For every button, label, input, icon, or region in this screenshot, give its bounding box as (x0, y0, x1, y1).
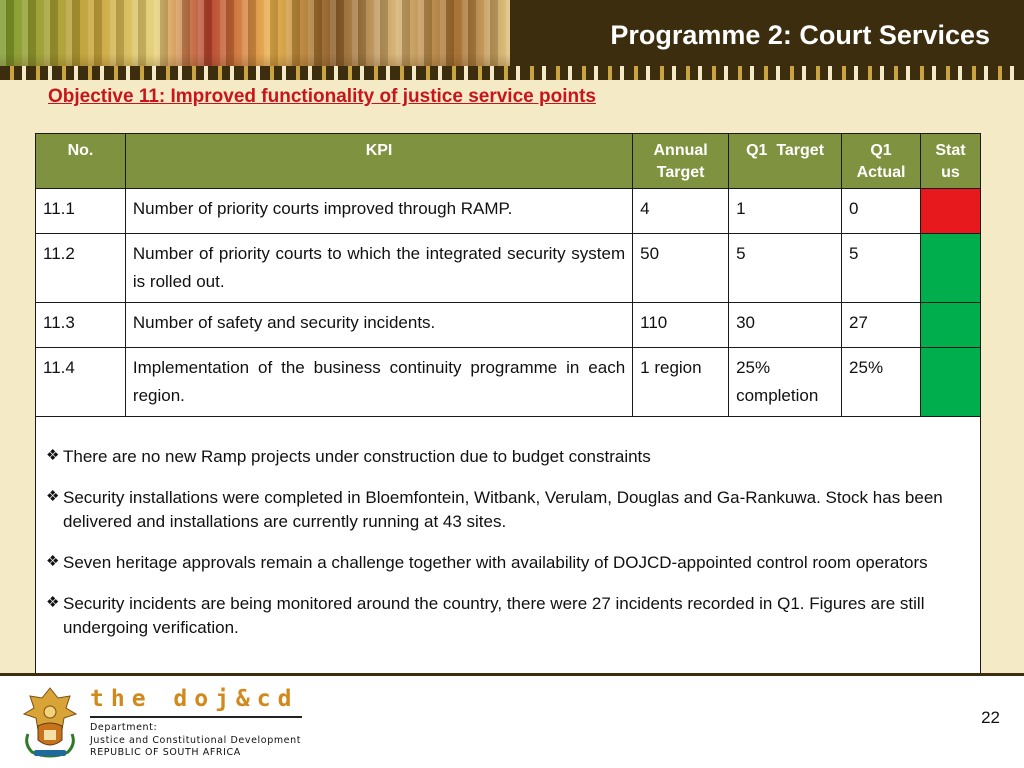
footer (0, 676, 1024, 768)
note-text: Seven heritage approvals remain a challenge together with availability of DOJCD-appointed control room operators (63, 553, 928, 572)
row-annual-target: 1 region (633, 348, 729, 417)
list-item (46, 551, 970, 575)
table-row (36, 234, 981, 303)
row-kpi: Number of priority courts improved through RAMP. (125, 189, 632, 234)
status-indicator-green (921, 234, 981, 303)
kpi-table (35, 133, 981, 678)
status-indicator-green (921, 303, 981, 348)
header-annual-target: Annual Target (633, 134, 729, 189)
table-row (36, 348, 981, 417)
list-item (46, 486, 970, 534)
list-item (46, 592, 970, 640)
table-header-row (36, 134, 981, 189)
diamond-bullet-icon: ❖ (46, 553, 60, 570)
country-name: REPUBLIC OF SOUTH AFRICA (90, 747, 241, 758)
row-annual-target: 4 (633, 189, 729, 234)
department-name: Justice and Constitutional Development (90, 734, 302, 746)
diamond-bullet-icon: ❖ (46, 488, 60, 505)
page-number: 22 (981, 708, 1000, 727)
notes-row (36, 417, 981, 678)
slide-title: Programme 2: Court Services (610, 20, 990, 50)
row-q1-actual: 5 (842, 234, 921, 303)
notes-list (46, 445, 970, 640)
row-annual-target: 50 (633, 234, 729, 303)
row-no: 11.1 (36, 189, 126, 234)
row-kpi: Number of priority courts to which the integrated security system is rolled out. (125, 234, 632, 303)
row-no: 11.4 (36, 348, 126, 417)
note-text: Security installations were completed in Bloemfontein, Witbank, Verulam, Douglas and Ga-Rankuwa. Stock has been delivered and installations are currently running at 43 sites. (63, 488, 943, 531)
row-q1-actual: 0 (842, 189, 921, 234)
objective-heading: Objective 11: Improved functionality of justice service points (48, 86, 596, 107)
note-text: There are no new Ramp projects under construction due to budget constraints (63, 447, 651, 466)
diamond-bullet-icon: ❖ (46, 594, 60, 611)
status-indicator-green (921, 348, 981, 417)
header-border-pattern (0, 66, 1024, 80)
list-item (46, 445, 970, 469)
header-no: No. (36, 134, 126, 189)
row-annual-target: 110 (633, 303, 729, 348)
row-q1-actual: 25% (842, 348, 921, 417)
header-q1-actual: Q1 Actual (842, 134, 921, 189)
diamond-bullet-icon: ❖ (46, 447, 60, 464)
row-q1-target: 5 (729, 234, 842, 303)
department-block (90, 722, 301, 760)
notes-cell (36, 417, 981, 678)
row-q1-target: 1 (729, 189, 842, 234)
header-banner (0, 0, 1024, 80)
row-no: 11.3 (36, 303, 126, 348)
note-text: Security incidents are being monitored around the country, there were 27 incidents recorded in Q1. Figures are still undergoing verification. (63, 594, 925, 637)
row-kpi: Implementation of the business continuity programme in each region. (125, 348, 632, 417)
table-row (36, 303, 981, 348)
header-status: Stat us (921, 134, 981, 189)
header-kpi: KPI (125, 134, 632, 189)
department-label: Department: (90, 722, 158, 733)
row-q1-target: 30 (729, 303, 842, 348)
brand-rule (90, 716, 302, 718)
status-indicator-red (921, 189, 981, 234)
brand-logotype: the doj&cd (90, 686, 299, 712)
coat-of-arms-icon (18, 684, 82, 760)
row-no: 11.2 (36, 234, 126, 303)
header-q1-target: Q1 Target (729, 134, 842, 189)
table-row (36, 189, 981, 234)
row-q1-actual: 27 (842, 303, 921, 348)
row-q1-target: 25% completion (729, 348, 842, 417)
row-kpi: Number of safety and security incidents. (125, 303, 632, 348)
